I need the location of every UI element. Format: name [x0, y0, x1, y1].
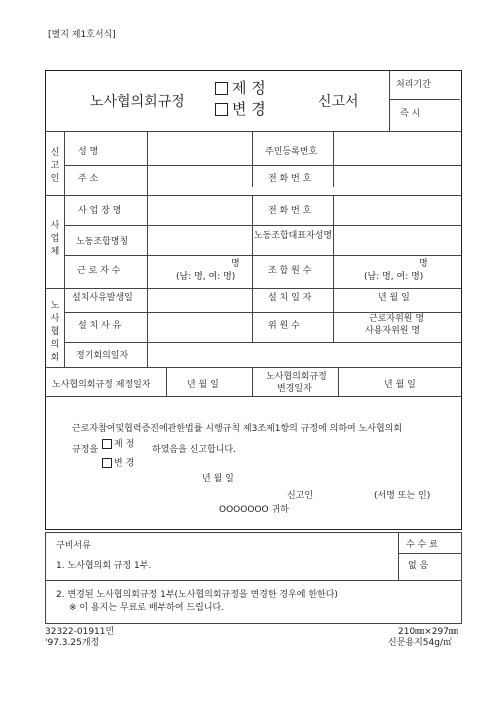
- reporter-phone-label: 전 화 번 호: [268, 174, 312, 184]
- document-item-2: 2. 변경된 노사협의회규정 1부(노사협의회규정을 변경한 경우에 한한다): [56, 590, 338, 600]
- processing-value: 즉 시: [400, 109, 421, 119]
- title-right: 신고서: [318, 94, 359, 110]
- statement-prefix: 규정을: [72, 445, 99, 455]
- checkbox-icon[interactable]: [215, 103, 228, 116]
- enact-date-value: 년 월 일: [187, 380, 219, 390]
- install-date-label: 설 치 일 자: [268, 293, 312, 303]
- union-name-label: 노동조합명칭: [76, 237, 129, 247]
- statement-reporter: 신고인: [287, 491, 314, 501]
- fee-value: 없 음: [408, 561, 429, 571]
- members-label: 조 합 원 수: [268, 266, 312, 276]
- checkbox-icon[interactable]: [102, 439, 112, 449]
- statement-date: 년 월 일: [202, 474, 234, 484]
- members-gender: (남: 명, 여: 명): [364, 272, 424, 282]
- statement-opt-change[interactable]: 변 경: [102, 458, 134, 469]
- paper-size: 210㎜×297㎜: [398, 627, 458, 637]
- paper-type: 신문용지54g/㎡: [388, 638, 452, 648]
- install-reason-label: 설 치 사 유: [78, 321, 122, 331]
- processing-label: 처리기간: [396, 80, 431, 90]
- form-code: 32322-01911민: [45, 627, 115, 637]
- members-unit: 명: [419, 259, 428, 269]
- free-distribution-note: ※ 이 용지는 무료로 배부하여 드립니다.: [69, 603, 225, 613]
- workplace-name-label: 사 업 장 명: [78, 206, 122, 216]
- statement-line1: 근로자참여및협력증진에관한법률 시행규칙 제3조제1항의 규정에 의하여 노사협의회: [72, 424, 403, 434]
- enact-date-label: 노사협의회규정 제정일자: [52, 380, 151, 390]
- statement-recipient: OOOOOOO 귀하: [219, 505, 289, 515]
- workers-gender: (남: 명, 여: 명): [176, 272, 236, 282]
- reporter-section-label: 신 고 인: [50, 148, 60, 184]
- install-date-value: 년 월 일: [378, 293, 410, 303]
- workers-unit: 명: [231, 259, 240, 269]
- worker-members: 근로자위원 명: [369, 314, 425, 324]
- council-members-label: 위 원 수: [268, 321, 300, 331]
- checkbox-icon[interactable]: [215, 82, 228, 95]
- id-label: 주민등록번호: [265, 147, 318, 157]
- business-phone-label: 전 화 번 호: [268, 206, 312, 216]
- title-left: 노사협의회규정: [90, 94, 185, 110]
- change-date-value: 년 월 일: [384, 380, 416, 390]
- statement-opt-enact[interactable]: 제 정: [102, 439, 134, 450]
- regular-meeting-label: 정기회의일자: [76, 351, 129, 361]
- employer-members: 사용자위원 명: [365, 326, 421, 336]
- form-label: [별지 제1호서식]: [48, 30, 116, 40]
- checkbox-icon[interactable]: [102, 458, 112, 468]
- business-section-label: 사 업 체: [50, 221, 60, 257]
- statement-signature: (서명 또는 인): [374, 491, 431, 501]
- workers-label: 근 로 자 수: [77, 266, 121, 276]
- statement-suffix: 하였음을 신고합니다.: [152, 445, 236, 455]
- change-date-label: 노사협의회규정: [266, 372, 327, 382]
- documents-header: 구비서류: [56, 541, 91, 551]
- address-label: 주 소: [78, 174, 99, 184]
- change-date-label-2: 변경일자: [277, 384, 312, 394]
- reason-date-label: 설치사유발생일: [72, 293, 133, 303]
- name-label: 성 명: [78, 147, 99, 157]
- fee-label: 수 수 료: [406, 540, 438, 550]
- union-rep-label: 노동조합대표자성명: [253, 231, 333, 241]
- check-enact[interactable]: 제 정: [215, 81, 266, 96]
- council-section-label: 노 사 협 의 회: [50, 301, 60, 363]
- check-change[interactable]: 변 경: [215, 102, 266, 117]
- revision-date: '97.3.25개정: [45, 638, 100, 648]
- document-item-1: 1. 노사협의회 규정 1부.: [56, 561, 152, 571]
